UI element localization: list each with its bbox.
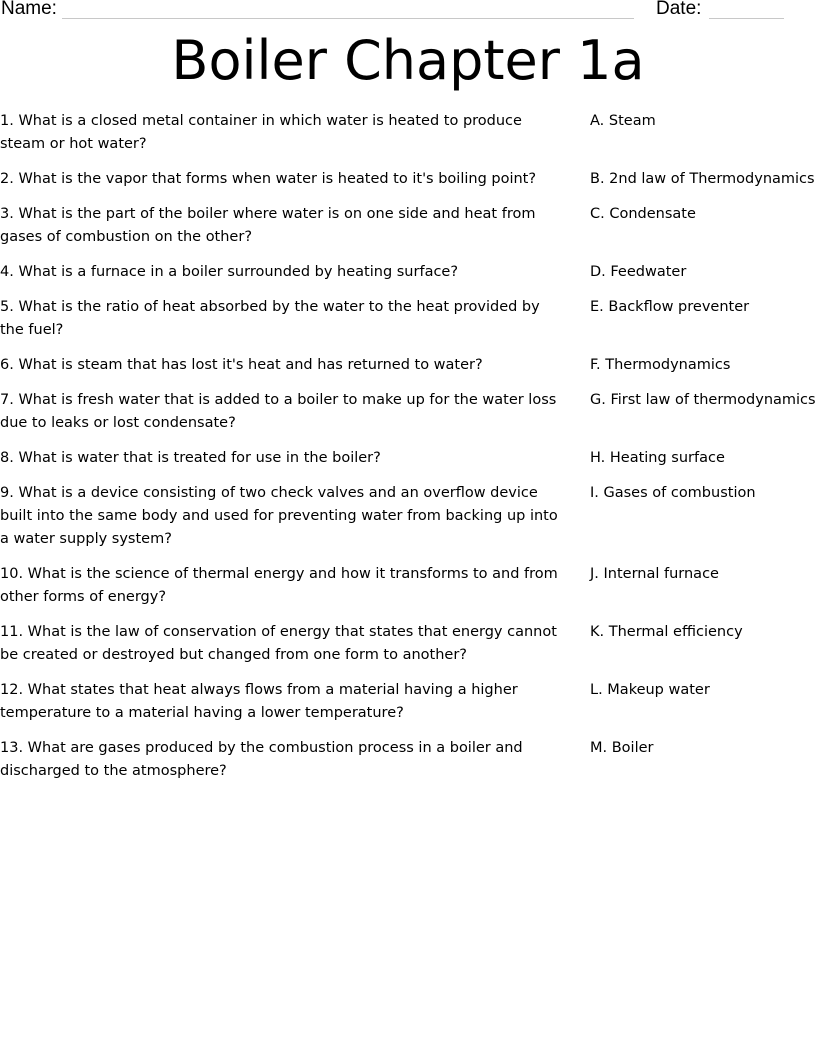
answer-option: D. Feedwater <box>590 264 687 280</box>
answer-option: A. Steam <box>590 113 656 129</box>
question-row <box>0 482 816 551</box>
question-row <box>0 563 816 609</box>
date-label: Date: <box>656 0 702 19</box>
question-row <box>0 621 816 667</box>
question-text: 9. What is a device consisting of two check valves and an overflow device built into the same body and used for preventing water from backing up into a water supply system? <box>0 485 558 547</box>
question-row <box>0 203 816 249</box>
question-text: 4. What is a furnace in a boiler surrounded by heating surface? <box>0 264 459 280</box>
answer-option: F. Thermodynamics <box>590 357 731 373</box>
question-row <box>0 447 816 470</box>
question-text: 1. What is a closed metal container in which water is heated to produce steam or hot water? <box>0 113 522 152</box>
question-list <box>0 110 816 795</box>
question-text: 11. What is the law of conservation of energy that states that energy cannot be created or destroyed but changed from one form to another? <box>0 624 557 663</box>
question-row <box>0 296 816 342</box>
name-field-line <box>62 18 634 19</box>
question-row <box>0 737 816 783</box>
question-text: 2. What is the vapor that forms when water is heated to it's boiling point? <box>0 171 537 187</box>
answer-option: M. Boiler <box>590 740 654 756</box>
question-text: 7. What is fresh water that is added to a boiler to make up for the water loss due to leaks or lost condensate? <box>0 392 557 431</box>
question-row <box>0 110 816 156</box>
answer-option: C. Condensate <box>590 206 696 222</box>
question-row <box>0 261 816 284</box>
answer-option: E. Backflow preventer <box>590 299 750 315</box>
answer-option: I. Gases of combustion <box>590 485 756 501</box>
date-field-line <box>709 18 784 19</box>
question-row <box>0 679 816 725</box>
page-title: Boiler Chapter 1a <box>171 29 645 92</box>
question-row <box>0 389 816 435</box>
worksheet-header <box>0 0 816 26</box>
answer-option: L. Makeup water <box>590 682 710 698</box>
question-text: 12. What states that heat always flows from a material having a higher temperature to a material having a lower temperature? <box>0 682 518 721</box>
name-label: Name: <box>1 0 57 19</box>
question-row <box>0 354 816 377</box>
answer-option: K. Thermal efficiency <box>590 624 743 640</box>
question-text: 8. What is water that is treated for use in the boiler? <box>0 450 381 466</box>
question-row <box>0 168 816 191</box>
question-text: 6. What is steam that has lost it's heat and has returned to water? <box>0 357 483 373</box>
question-text: 10. What is the science of thermal energy and how it transforms to and from other forms of energy? <box>0 566 558 605</box>
answer-option: B. 2nd law of Thermodynamics <box>590 171 815 187</box>
question-text: 5. What is the ratio of heat absorbed by the water to the heat provided by the fuel? <box>0 299 540 338</box>
answer-option: J. Internal furnace <box>590 566 719 582</box>
question-text: 13. What are gases produced by the combustion process in a boiler and discharged to the atmosphere? <box>0 740 523 779</box>
question-text: 3. What is the part of the boiler where water is on one side and heat from gases of combustion on the other? <box>0 206 536 245</box>
answer-option: H. Heating surface <box>590 450 725 466</box>
answer-option: G. First law of thermodynamics <box>590 392 816 408</box>
